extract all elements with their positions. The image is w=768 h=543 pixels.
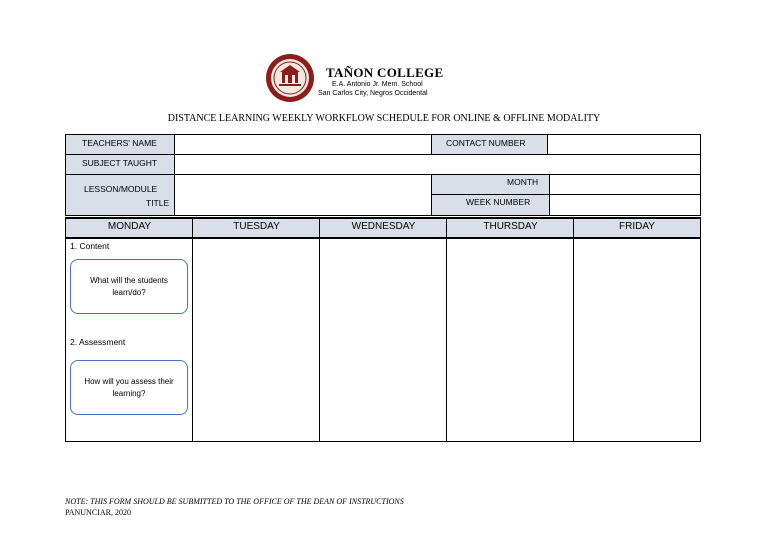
content-section-label: 1. Content: [70, 241, 110, 251]
form-signature: PANUNCIAR, 2020: [65, 508, 131, 517]
school-address: San Carlos City, Negros Occidental: [318, 90, 428, 97]
assessment-prompt-text: How will you assess their learning?: [84, 376, 174, 398]
form-title: DISTANCE LEARNING WEEKLY WORKFLOW SCHEDULE FOR ONLINE & OFFLINE MODALITY: [167, 113, 601, 124]
lesson-module-label: LESSON/MODULE: [84, 184, 158, 194]
day-header-monday: MONDAY: [66, 219, 193, 239]
teachers-name-field[interactable]: [180, 138, 425, 152]
friday-cell[interactable]: [575, 240, 698, 440]
wednesday-cell[interactable]: [321, 240, 445, 440]
college-seal-logo: [265, 53, 315, 103]
week-number-field[interactable]: [555, 198, 695, 212]
content-prompt-text: What will the students learn/do?: [90, 275, 168, 297]
content-prompt-box: [70, 259, 188, 314]
submission-note: NOTE: THIS FORM SHOULD BE SUBMITTED TO THE OFFICE OF THE DEAN OF INSTRUCTIONS: [65, 497, 404, 506]
tuesday-cell[interactable]: [194, 240, 318, 440]
lesson-module-title-label: TITLE: [146, 198, 170, 208]
day-header-tuesday: TUESDAY: [193, 219, 320, 239]
month-label: MONTH: [507, 177, 539, 187]
day-header-thursday: THURSDAY: [447, 219, 574, 239]
subject-taught-label: SUBJECT TAUGHT: [82, 158, 158, 168]
subject-taught-field[interactable]: [180, 158, 690, 172]
teachers-name-label: TEACHERS' NAME: [82, 138, 157, 148]
school-name: E.A. Antonio Jr. Mem. School: [332, 81, 423, 88]
day-header-wednesday: WEDNESDAY: [320, 219, 447, 239]
college-name: TAÑON COLLEGE: [326, 65, 444, 80]
assessment-section-label: 2. Assessment: [70, 337, 126, 347]
week-number-label: WEEK NUMBER: [466, 197, 531, 207]
assessment-prompt-box: [70, 360, 188, 415]
teacher-info-table: [65, 134, 701, 216]
month-field[interactable]: [555, 178, 695, 192]
lesson-module-label-cell: [66, 175, 174, 215]
contact-number-field[interactable]: [553, 138, 693, 152]
day-header-friday: FRIDAY: [574, 219, 700, 239]
lesson-title-field[interactable]: [180, 178, 425, 212]
weekly-schedule-grid: [65, 217, 701, 442]
thursday-cell[interactable]: [448, 240, 572, 440]
contact-number-label: CONTACT NUMBER: [446, 138, 526, 148]
